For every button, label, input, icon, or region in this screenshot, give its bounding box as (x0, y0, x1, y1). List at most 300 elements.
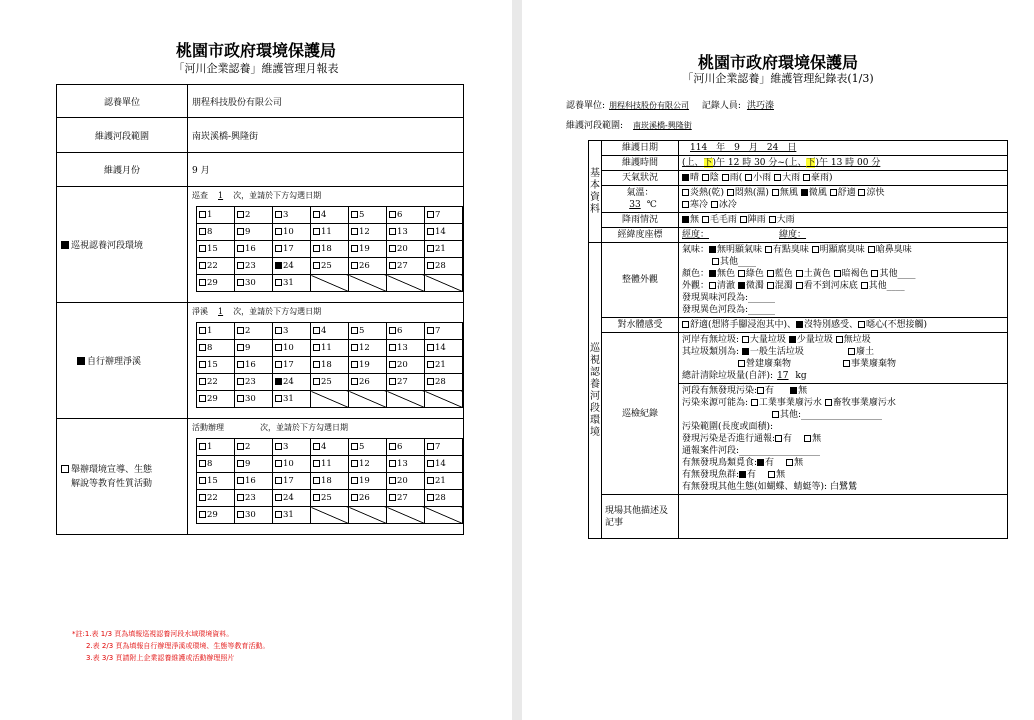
day-checkbox[interactable] (199, 494, 206, 501)
other-eco-value: 白鷺鷥 (829, 482, 857, 492)
day-label: 14 (435, 343, 446, 353)
day-cell-18[interactable] (311, 357, 349, 374)
section-clean-label: 自行辦理淨溪 (57, 303, 188, 419)
day-checkbox[interactable] (427, 344, 434, 351)
feel-options: 舒適(想將手腳浸泡其中)、 沒特別感受、 噁心(不想接觸) (679, 318, 1008, 333)
day-label: 2 (245, 326, 251, 336)
day-checkbox[interactable] (427, 443, 434, 450)
range-label: 維護河段範圍 (57, 118, 188, 153)
day-checkbox[interactable] (427, 494, 434, 501)
day-cell-8[interactable] (197, 224, 235, 241)
day-checkbox[interactable] (275, 211, 282, 218)
day-checkbox[interactable] (275, 228, 282, 235)
day-label: 25 (321, 377, 332, 387)
day-cell-14[interactable] (425, 456, 463, 473)
day-cell-5[interactable] (349, 323, 387, 340)
day-cell-31[interactable] (273, 275, 311, 292)
day-cell-25[interactable] (311, 490, 349, 507)
day-cell-20[interactable] (387, 241, 425, 258)
day-label: 10 (283, 227, 294, 237)
day-checkbox[interactable] (351, 327, 358, 334)
day-cell-6[interactable] (387, 207, 425, 224)
day-label: 9 (245, 227, 251, 237)
range-line: 維護河段範圍: 南崁溪橋-興隆街 (566, 118, 718, 131)
coord-value: 經度： 緯度： (679, 228, 1008, 243)
day-cell-9[interactable] (235, 340, 273, 357)
day-label: 8 (207, 227, 213, 237)
month-value: 9 月 (188, 153, 464, 187)
coord-label: 經緯度座標 (602, 228, 679, 243)
record-range-value: 南崁溪橋-興隆街 (633, 121, 692, 130)
day-cell-30[interactable] (235, 391, 273, 408)
day-cell-17[interactable] (273, 357, 311, 374)
day-checkbox[interactable] (199, 460, 206, 467)
day-label: 26 (359, 493, 370, 503)
day-cell-23[interactable] (235, 258, 273, 275)
day-checkbox[interactable] (313, 361, 320, 368)
day-label: 19 (359, 360, 370, 370)
day-label: 10 (283, 459, 294, 469)
day-label: 7 (435, 210, 441, 220)
day-cell-24[interactable] (273, 490, 311, 507)
day-cell-4[interactable] (311, 439, 349, 456)
day-cell-29[interactable] (197, 275, 235, 292)
day-checkbox[interactable] (199, 344, 206, 351)
day-checkbox[interactable] (275, 511, 282, 518)
day-cell-15[interactable] (197, 473, 235, 490)
day-cell-21[interactable] (425, 357, 463, 374)
day-label: 16 (245, 476, 256, 486)
day-cell-9[interactable] (235, 224, 273, 241)
day-cell-22[interactable] (197, 490, 235, 507)
day-cell-16[interactable] (235, 357, 273, 374)
day-checkbox[interactable] (199, 443, 206, 450)
day-label: 27 (397, 261, 408, 271)
day-checkbox[interactable] (237, 395, 244, 402)
day-cell-21[interactable] (425, 473, 463, 490)
day-checkbox[interactable] (237, 279, 244, 286)
day-checkbox[interactable] (427, 477, 434, 484)
section-activity-label: 舉辦環境宣導、生態 解說等教育性質活動 (57, 419, 188, 535)
day-checkbox[interactable] (351, 361, 358, 368)
day-cell-7[interactable] (425, 207, 463, 224)
day-cell-28[interactable] (425, 258, 463, 275)
day-cell-10[interactable] (273, 456, 311, 473)
day-label: 5 (359, 210, 365, 220)
pollution-section: 河段有無發現污染: 有 無 污染來源可能為: 工業事業廢污水 畜牧事業廢污水 其他:__________________ 污染範圍(長度或面積): 發現污染是否進行通報: 有 無 通報案件河段:__________________ 有無發現鳥類覓食: 有 無 有無發現魚群: 有 無 有無發現其他生態(如蝴蝶、蜻蜓等): 白鷺鷥 (679, 384, 1008, 495)
day-label: 19 (359, 244, 370, 254)
day-label: 11 (321, 227, 332, 237)
day-label: 15 (207, 244, 218, 254)
section-patrol (188, 187, 464, 303)
day-label: 16 (245, 244, 256, 254)
day-label: 31 (283, 278, 294, 288)
day-checkbox[interactable] (427, 460, 434, 467)
day-cell-23[interactable] (235, 490, 273, 507)
day-cell-24[interactable] (273, 374, 311, 391)
empty-cell (311, 275, 349, 292)
day-label: 13 (397, 459, 408, 469)
note-1: *註:1.表 1/3 頁為填報巡視認養河段水域環境資料。 (72, 630, 234, 638)
day-checkbox[interactable] (237, 245, 244, 252)
day-checkbox[interactable] (427, 361, 434, 368)
day-checkbox[interactable] (313, 262, 320, 269)
day-checkbox[interactable] (275, 460, 282, 467)
day-cell-28[interactable] (425, 490, 463, 507)
day-cell-4[interactable] (311, 323, 349, 340)
day-cell-18[interactable] (311, 241, 349, 258)
day-cell-5[interactable] (349, 207, 387, 224)
day-cell-26[interactable] (349, 374, 387, 391)
activity-calendar (196, 438, 463, 524)
day-cell-2[interactable] (235, 439, 273, 456)
day-checkbox[interactable] (313, 378, 320, 385)
empty-cell (311, 507, 349, 524)
day-checkbox[interactable] (275, 443, 282, 450)
day-label: 24 (283, 377, 294, 387)
day-label: 4 (321, 210, 327, 220)
day-checkbox[interactable] (313, 443, 320, 450)
day-label: 15 (207, 476, 218, 486)
day-cell-27[interactable] (387, 258, 425, 275)
day-label: 29 (207, 394, 218, 404)
day-label: 30 (245, 278, 256, 288)
day-label: 9 (245, 459, 251, 469)
trash-section: 河岸有無垃圾: 大量垃圾 少量垃圾 無垃圾 其垃圾類別為: 一般生活垃圾 廢土 營建廢棄物 事業廢棄物 總計清除垃圾量(自評): 17 kg (679, 333, 1008, 384)
day-cell-29[interactable] (197, 391, 235, 408)
day-cell-13[interactable] (387, 224, 425, 241)
day-cell-3[interactable] (273, 439, 311, 456)
day-cell-21[interactable] (425, 241, 463, 258)
day-label: 14 (435, 227, 446, 237)
day-cell-2[interactable] (235, 323, 273, 340)
day-checkbox[interactable] (237, 511, 244, 518)
day-checkbox[interactable] (199, 245, 206, 252)
overall-options: 氣味： 無明顯氣味 有點臭味 明顯腐臭味 嗆鼻臭味 其他____ 顏色： 無色 綠色 藍色 土黃色 暗褐色 其他____ 外觀： 清澈 微濁 混濁 看不到河床底 其他____ 發現異味河段為:______ 發現異色河段為:______ (679, 243, 1008, 318)
day-cell-23[interactable] (235, 374, 273, 391)
day-cell-11[interactable] (311, 456, 349, 473)
day-label: 18 (321, 244, 332, 254)
day-checkbox[interactable] (275, 378, 282, 385)
day-cell-22[interactable] (197, 258, 235, 275)
monthly-report-page (0, 0, 512, 720)
empty-cell (387, 275, 425, 292)
day-label: 5 (359, 326, 365, 336)
temp-options: 炎熱(乾) 悶熱(濕) 無風 微風 舒適 涼快 寒冷 冰冷 (679, 186, 1008, 213)
day-checkbox[interactable] (389, 494, 396, 501)
day-checkbox[interactable] (313, 211, 320, 218)
activity-checkbox[interactable] (61, 465, 69, 473)
day-cell-1[interactable] (197, 207, 235, 224)
day-label: 26 (359, 377, 370, 387)
range-value: 南崁溪橋-興隆街 (188, 118, 464, 153)
day-label: 28 (435, 261, 446, 271)
date-label: 維護日期 (602, 141, 679, 156)
empty-cell (425, 507, 463, 524)
day-checkbox[interactable] (389, 378, 396, 385)
day-cell-6[interactable] (387, 323, 425, 340)
day-cell-25[interactable] (311, 258, 349, 275)
day-checkbox[interactable] (275, 327, 282, 334)
day-cell-26[interactable] (349, 258, 387, 275)
day-checkbox[interactable] (389, 228, 396, 235)
day-checkbox[interactable] (351, 460, 358, 467)
day-cell-16[interactable] (235, 473, 273, 490)
record-title: 桃園市政府環境保護局 (697, 53, 858, 72)
day-checkbox[interactable] (427, 262, 434, 269)
section-patrol-label: 巡視認養河段環境 (57, 187, 188, 303)
day-cell-26[interactable] (349, 490, 387, 507)
day-label: 2 (245, 442, 251, 452)
day-checkbox[interactable] (313, 494, 320, 501)
day-label: 4 (321, 442, 327, 452)
day-cell-17[interactable] (273, 241, 311, 258)
day-checkbox[interactable] (199, 262, 206, 269)
day-cell-4[interactable] (311, 207, 349, 224)
day-cell-13[interactable] (387, 340, 425, 357)
day-checkbox[interactable] (351, 245, 358, 252)
unit-label: 認養單位 (57, 85, 188, 118)
day-checkbox[interactable] (389, 262, 396, 269)
day-checkbox[interactable] (237, 443, 244, 450)
patrol-header: 巡查 1 次，並請於下方勾選日期 (192, 191, 322, 200)
day-checkbox[interactable] (351, 477, 358, 484)
remarks-value[interactable] (679, 495, 1008, 539)
day-checkbox[interactable] (427, 327, 434, 334)
day-checkbox[interactable] (199, 211, 206, 218)
day-cell-28[interactable] (425, 374, 463, 391)
day-checkbox[interactable] (313, 477, 320, 484)
day-label: 1 (207, 210, 213, 220)
day-checkbox[interactable] (199, 228, 206, 235)
day-label: 17 (283, 244, 294, 254)
day-checkbox[interactable] (427, 245, 434, 252)
day-checkbox[interactable] (237, 477, 244, 484)
day-label: 12 (359, 227, 370, 237)
day-cell-10[interactable] (273, 340, 311, 357)
day-cell-8[interactable] (197, 456, 235, 473)
day-cell-15[interactable] (197, 357, 235, 374)
day-checkbox[interactable] (313, 228, 320, 235)
day-cell-12[interactable] (349, 340, 387, 357)
day-checkbox[interactable] (275, 395, 282, 402)
day-cell-9[interactable] (235, 456, 273, 473)
month-label: 維護月份 (57, 153, 188, 187)
day-cell-27[interactable] (387, 374, 425, 391)
day-label: 13 (397, 227, 408, 237)
day-cell-2[interactable] (235, 207, 273, 224)
day-checkbox[interactable] (389, 443, 396, 450)
day-cell-27[interactable] (387, 490, 425, 507)
day-cell-20[interactable] (387, 473, 425, 490)
empty-cell (425, 391, 463, 408)
day-checkbox[interactable] (389, 460, 396, 467)
day-cell-31[interactable] (273, 391, 311, 408)
day-checkbox[interactable] (351, 494, 358, 501)
patrol-calendar (196, 206, 463, 292)
day-checkbox[interactable] (351, 443, 358, 450)
date-value: 114 年 9 月 24 日 (679, 141, 1008, 156)
clean-checkbox[interactable] (77, 357, 85, 365)
day-label: 7 (435, 442, 441, 452)
day-cell-19[interactable] (349, 241, 387, 258)
monthly-report-table (56, 84, 464, 535)
recorder-value: 洪巧溱 (746, 101, 774, 111)
day-checkbox[interactable] (237, 361, 244, 368)
day-checkbox[interactable] (237, 262, 244, 269)
day-cell-11[interactable] (311, 340, 349, 357)
day-checkbox[interactable] (237, 327, 244, 334)
day-cell-30[interactable] (235, 507, 273, 524)
day-checkbox[interactable] (237, 344, 244, 351)
day-checkbox[interactable] (275, 477, 282, 484)
day-label: 6 (397, 326, 403, 336)
day-cell-18[interactable] (311, 473, 349, 490)
rain-options: 無 毛毛雨 陣雨 大雨 (679, 213, 1008, 228)
day-cell-16[interactable] (235, 241, 273, 258)
day-cell-8[interactable] (197, 340, 235, 357)
day-cell-13[interactable] (387, 456, 425, 473)
day-label: 22 (207, 493, 218, 503)
day-label: 5 (359, 442, 365, 452)
day-checkbox[interactable] (275, 494, 282, 501)
day-label: 21 (435, 360, 446, 370)
patrol-section-label: 巡 視 認 養 河 段 環 境 (589, 243, 602, 539)
day-cell-7[interactable] (425, 439, 463, 456)
day-label: 21 (435, 476, 446, 486)
section-clean (188, 303, 464, 419)
day-cell-12[interactable] (349, 456, 387, 473)
day-checkbox[interactable] (199, 378, 206, 385)
empty-cell (387, 391, 425, 408)
day-checkbox[interactable] (237, 211, 244, 218)
day-checkbox[interactable] (237, 460, 244, 467)
day-checkbox[interactable] (275, 361, 282, 368)
day-cell-14[interactable] (425, 224, 463, 241)
day-checkbox[interactable] (313, 344, 320, 351)
day-label: 11 (321, 343, 332, 353)
day-checkbox[interactable] (389, 245, 396, 252)
day-checkbox[interactable] (199, 395, 206, 402)
day-checkbox[interactable] (351, 378, 358, 385)
day-checkbox[interactable] (275, 245, 282, 252)
day-checkbox[interactable] (237, 228, 244, 235)
day-label: 3 (283, 442, 289, 452)
day-label: 23 (245, 261, 256, 271)
day-checkbox[interactable] (199, 279, 206, 286)
day-label: 11 (321, 459, 332, 469)
day-label: 25 (321, 261, 332, 271)
day-cell-12[interactable] (349, 224, 387, 241)
day-label: 14 (435, 459, 446, 469)
unit-line: 認養單位: 朋程科技股份有限公司 記錄人員: 洪巧溱 (566, 98, 804, 111)
day-cell-11[interactable] (311, 224, 349, 241)
patrol-checkbox[interactable] (61, 241, 69, 249)
day-checkbox[interactable] (313, 460, 320, 467)
empty-cell (311, 391, 349, 408)
day-cell-3[interactable] (273, 207, 311, 224)
day-cell-25[interactable] (311, 374, 349, 391)
day-checkbox[interactable] (351, 262, 358, 269)
day-label: 8 (207, 343, 213, 353)
day-cell-7[interactable] (425, 323, 463, 340)
day-label: 18 (321, 360, 332, 370)
day-label: 18 (321, 476, 332, 486)
day-label: 20 (397, 360, 408, 370)
day-cell-24[interactable] (273, 258, 311, 275)
day-checkbox[interactable] (389, 211, 396, 218)
day-cell-19[interactable] (349, 473, 387, 490)
day-checkbox[interactable] (389, 327, 396, 334)
section-activity (188, 419, 464, 535)
day-cell-19[interactable] (349, 357, 387, 374)
day-cell-10[interactable] (273, 224, 311, 241)
day-cell-31[interactable] (273, 507, 311, 524)
day-label: 31 (283, 394, 294, 404)
day-checkbox[interactable] (199, 327, 206, 334)
day-label: 20 (397, 476, 408, 486)
record-unit-value: 朋程科技股份有限公司 (609, 101, 690, 110)
day-checkbox[interactable] (389, 361, 396, 368)
day-checkbox[interactable] (389, 344, 396, 351)
day-cell-6[interactable] (387, 439, 425, 456)
day-cell-15[interactable] (197, 241, 235, 258)
time-value: (上、下)午 12 時 30 分~(上、下)午 13 時 00 分 (679, 156, 1008, 171)
day-cell-20[interactable] (387, 357, 425, 374)
day-checkbox[interactable] (313, 327, 320, 334)
day-label: 24 (283, 261, 294, 271)
clean-header: 淨溪 1 次，並請於下方勾選日期 (192, 307, 322, 316)
day-cell-29[interactable] (197, 507, 235, 524)
day-checkbox[interactable] (237, 378, 244, 385)
day-checkbox[interactable] (199, 477, 206, 484)
empty-cell (387, 507, 425, 524)
day-label: 28 (435, 377, 446, 387)
day-checkbox[interactable] (427, 378, 434, 385)
day-checkbox[interactable] (275, 344, 282, 351)
day-checkbox[interactable] (427, 211, 434, 218)
day-label: 25 (321, 493, 332, 503)
log-label: 巡檢紀錄 (602, 333, 679, 495)
day-cell-3[interactable] (273, 323, 311, 340)
temp-value: 33 (629, 200, 641, 210)
day-label: 16 (245, 360, 256, 370)
day-checkbox[interactable] (351, 228, 358, 235)
day-cell-22[interactable] (197, 374, 235, 391)
day-checkbox[interactable] (351, 344, 358, 351)
day-cell-5[interactable] (349, 439, 387, 456)
day-checkbox[interactable] (199, 361, 206, 368)
day-checkbox[interactable] (275, 279, 282, 286)
trash-total-value: 17 (777, 371, 789, 381)
day-checkbox[interactable] (199, 511, 206, 518)
day-cell-14[interactable] (425, 340, 463, 357)
day-checkbox[interactable] (237, 494, 244, 501)
clean-calendar (196, 322, 463, 408)
day-cell-1[interactable] (197, 439, 235, 456)
day-checkbox[interactable] (275, 262, 282, 269)
page-title: 桃園市政府環境保護局 (175, 41, 336, 60)
day-cell-17[interactable] (273, 473, 311, 490)
day-cell-1[interactable] (197, 323, 235, 340)
day-label: 29 (207, 510, 218, 520)
day-checkbox[interactable] (389, 477, 396, 484)
day-checkbox[interactable] (427, 228, 434, 235)
day-cell-30[interactable] (235, 275, 273, 292)
day-checkbox[interactable] (313, 245, 320, 252)
day-label: 17 (283, 360, 294, 370)
day-checkbox[interactable] (351, 211, 358, 218)
